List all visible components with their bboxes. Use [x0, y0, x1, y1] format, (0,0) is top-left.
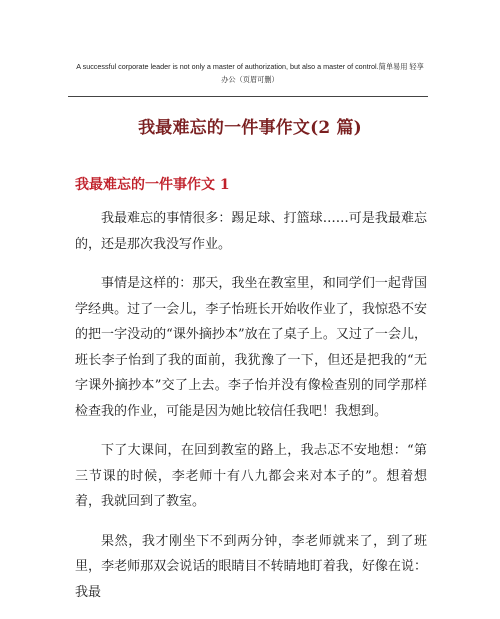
header-line-1: A successful corporate leader is not only a master of authorization, but also a master of control.简单易用 轻享 — [76, 62, 424, 71]
header-line-2: 办公（页眉可删） — [221, 75, 279, 84]
header-divider — [68, 96, 428, 97]
paragraph: 事情是这样的：那天，我坐在教室里，和同学们一起背国学经典。过了一会儿，李子怡班长开始收作业了，我惊恐不安的把一字没动的“课外摘抄本”放在了桌子上。又过了一会儿，班长李子怡到了我的面前，我犹豫了一下，但还是把我的“无字课外摘抄本”交了上去。李子怡并没有像检查别的同学那样检查我的作业，可能是因为她比较信任我吧！我想到。 — [75, 276, 427, 419]
section-title: 我最难忘的一件事作文 1 — [75, 177, 230, 193]
paragraph: 我最难忘的事情很多：踢足球、打篮球……可是我最难忘的，还是那次我没写作业。 — [75, 211, 427, 252]
paragraph: 果然，我才刚坐下不到两分钟，李老师就来了，到了班里，李老师那双会说话的眼睛目不转睛地盯着我，好像在说：我最 — [75, 533, 427, 600]
document-title: 我最难忘的一件事作文(2 篇) — [138, 118, 362, 138]
body-text — [75, 206, 427, 619]
page-header — [60, 60, 440, 86]
paragraph: 下了大课间，在回到教室的路上，我忐忑不安地想：“第三节课的时候，李老师十有八九都会来对本子的”。想着想着，我就回到了教室。 — [75, 443, 427, 509]
